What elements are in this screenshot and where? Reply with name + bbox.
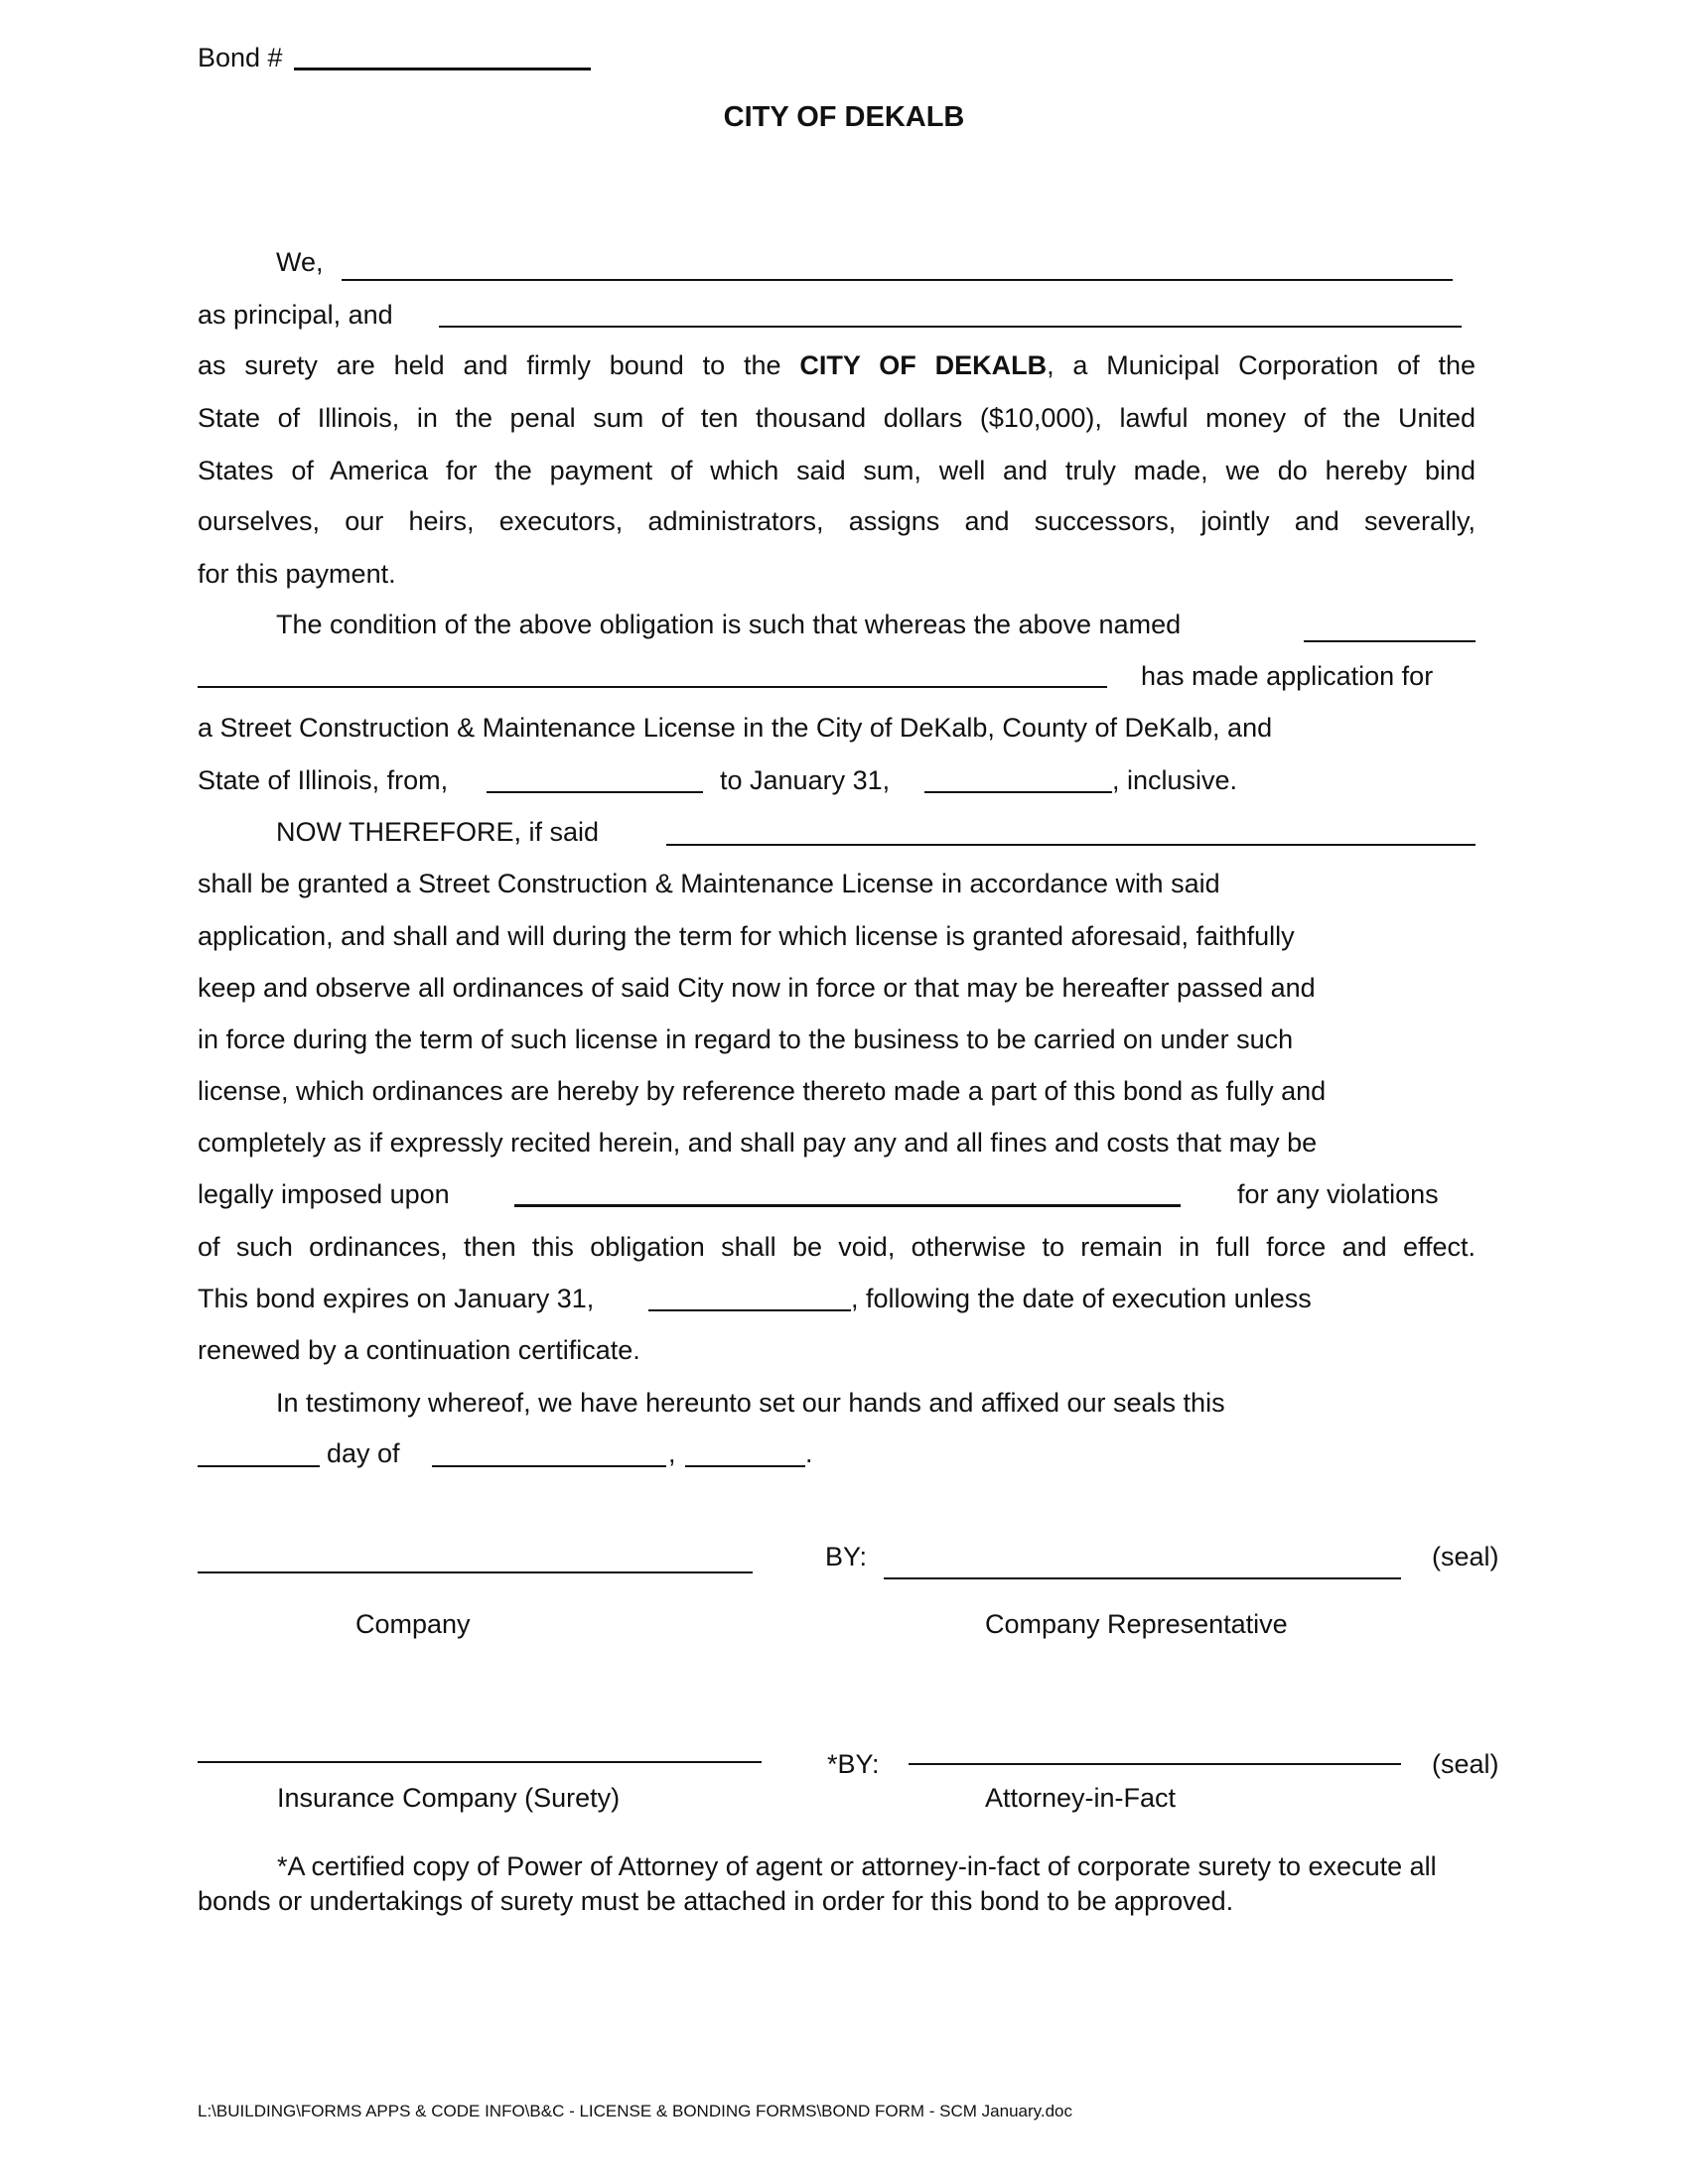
- inclusive-label: , inclusive.: [1112, 765, 1238, 795]
- day-field[interactable]: [198, 1465, 320, 1467]
- violations-label: for any violations: [1237, 1179, 1439, 1209]
- text: , a Municipal Corporation of the: [1047, 350, 1476, 380]
- para3-line: keep and observe all ordinances of said City now in force or that may be hereafter passed and: [198, 973, 1316, 1003]
- year-field[interactable]: [685, 1465, 805, 1467]
- company-rep-signature-field[interactable]: [884, 1577, 1401, 1579]
- para3-line: license, which ordinances are hereby by reference thereto made a part of this bond as fully and: [198, 1076, 1327, 1106]
- day-of-label: day of: [327, 1438, 400, 1468]
- principal-label: as principal, and: [198, 300, 393, 330]
- comma: ,: [668, 1438, 676, 1468]
- para3-line: application, and shall and will during the term for which license is granted aforesaid, faithfully: [198, 921, 1295, 951]
- footnote: *A certified copy of Power of Attorney of agent or attorney-in-fact of corporate surety to execute all bonds or undertakings of surety must be attached in order for this bond to be approved.: [198, 1851, 1437, 1916]
- testimony-label: In testimony whereof, we have hereunto set our hands and affixed our seals this: [276, 1388, 1225, 1418]
- text: as surety are held and firmly bound to the: [198, 350, 800, 380]
- para3-line8: of such ordinances, then this obligation shall be void, otherwise to remain in full force and effect.: [198, 1232, 1476, 1262]
- city-name-bold: CITY OF DEKALB: [799, 350, 1048, 380]
- para1-line4: ourselves, our heirs, executors, administrators, assigns and successors, jointly and severally,: [198, 506, 1476, 536]
- named-party-field[interactable]: [1304, 640, 1476, 642]
- we-label: We,: [276, 247, 324, 277]
- attorney-signature-field[interactable]: [909, 1763, 1401, 1765]
- para3-line: completely as if expressly recited herein, and shall pay any and all fines and costs that may be: [198, 1128, 1318, 1158]
- bond-number-field[interactable]: [294, 68, 591, 70]
- imposed-upon-field[interactable]: [514, 1204, 1181, 1207]
- insurance-company-label: Insurance Company (Surety): [277, 1783, 621, 1813]
- month-field[interactable]: [432, 1465, 666, 1467]
- surety-name-field[interactable]: [439, 326, 1462, 328]
- para2-line1: The condition of the above obligation is such that whereas the above named: [276, 610, 1182, 639]
- seal-label: (seal): [1432, 1542, 1499, 1571]
- file-path-footer: L:\BUILDING\FORMS APPS & CODE INFO\B&C - LICENSE & BONDING FORMS\BOND FORM - SCM January.doc: [198, 2102, 1073, 2120]
- para3-line: shall be granted a Street Construction & Maintenance License in accordance with said: [198, 869, 1220, 898]
- licensee-field[interactable]: [666, 844, 1476, 846]
- to-year-field[interactable]: [924, 791, 1112, 793]
- company-rep-label: Company Representative: [985, 1609, 1288, 1639]
- bond-number-label: Bond #: [198, 43, 283, 72]
- expiry-year-field[interactable]: [648, 1309, 851, 1311]
- expires-label: This bond expires on January 31,: [198, 1284, 595, 1313]
- period: .: [805, 1438, 813, 1468]
- page-title: CITY OF DEKALB: [723, 101, 965, 133]
- star-by-label: *BY:: [827, 1749, 880, 1779]
- insurance-company-signature-field[interactable]: [198, 1761, 762, 1763]
- para2-line2: has made application for: [1141, 661, 1434, 691]
- company-signature-field[interactable]: [198, 1571, 753, 1573]
- para1-line3: States of America for the payment of which said sum, well and truly made, we do hereby bind: [198, 456, 1476, 485]
- para2-line3: a Street Construction & Maintenance License in the City of DeKalb, County of DeKalb, and: [198, 713, 1273, 743]
- following-label: , following the date of execution unless: [851, 1284, 1312, 1313]
- para3-line10: renewed by a continuation certificate.: [198, 1335, 640, 1365]
- to-label: to January 31,: [720, 765, 891, 795]
- from-date-field[interactable]: [487, 791, 703, 793]
- attorney-label: Attorney-in-Fact: [985, 1783, 1177, 1813]
- legally-label: legally imposed upon: [198, 1179, 450, 1209]
- para1-line1: [198, 349, 1476, 381]
- principal-name-field[interactable]: [342, 279, 1453, 281]
- para1-line5: for this payment.: [198, 559, 396, 589]
- para3-line: in force during the term of such license in regard to the business to be carried on under such: [198, 1024, 1294, 1054]
- seal-label: (seal): [1432, 1749, 1499, 1779]
- para1-line2: State of Illinois, in the penal sum of ten thousand dollars ($10,000), lawful money of the United: [198, 403, 1476, 433]
- from-label: State of Illinois, from,: [198, 765, 449, 795]
- company-label: Company: [355, 1609, 471, 1639]
- now-therefore-label: NOW THEREFORE, if said: [276, 817, 600, 847]
- by-label: BY:: [825, 1542, 868, 1571]
- named-party-field-cont[interactable]: [198, 686, 1107, 688]
